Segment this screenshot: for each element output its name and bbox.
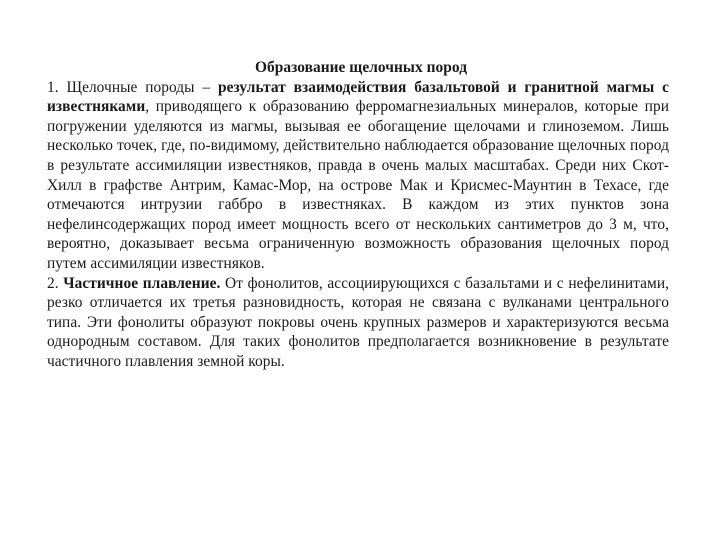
item-1-bold-phrase: результат взаимодействия базальтовой и гранитной магмы с известняками	[47, 78, 669, 116]
document-title: Образование щелочных пород	[254, 59, 468, 76]
item-2-body: От фонолитов, ассоциирующихся с базальтами и с нефелинитами, резко отличается их третья разновидность, которая не связана с вулканами центрального типа. Эти фонолиты образуют покровы очень крупных размеров и характеризуются весьма однородным составом. Для таких фонолитов предполагается возникновение в результате частичного плавления земной коры.	[47, 274, 669, 370]
paragraph-alkaline-rocks	[47, 78, 669, 274]
item-2-bold-phrase: Частичное плавление.	[63, 274, 221, 292]
paragraph-partial-melting	[47, 274, 669, 372]
document-page	[47, 58, 669, 372]
item-1-number: 1. Щелочные породы –	[47, 78, 219, 96]
item-2-number: 2.	[47, 274, 64, 292]
item-1-body: , приводящего к образованию ферромагнезиальных минералов, которые при погружении уделяются из магмы, вызывая ее обогащение щелочами и глиноземом. Лишь несколько точек, где, по-видимому, действительно наблюдается образование щелочных пород в результате ассимиляции известняков, правда в очень малых масштабах. Среди них Скот-Хилл в графстве Антрим, Камас-Мор, на острове Мак и Крисмес-Маунтин в Техасе, где отмечаются интрузии габбро в известняках. В каждом из этих пунктов зона нефелинсодержащих пород имеет мощность всего от нескольких сантиметров до 3 м, что, вероятно, доказывает весьма ограниченную возможность образования щелочных пород путем ассимиляции известняков.	[47, 98, 669, 272]
